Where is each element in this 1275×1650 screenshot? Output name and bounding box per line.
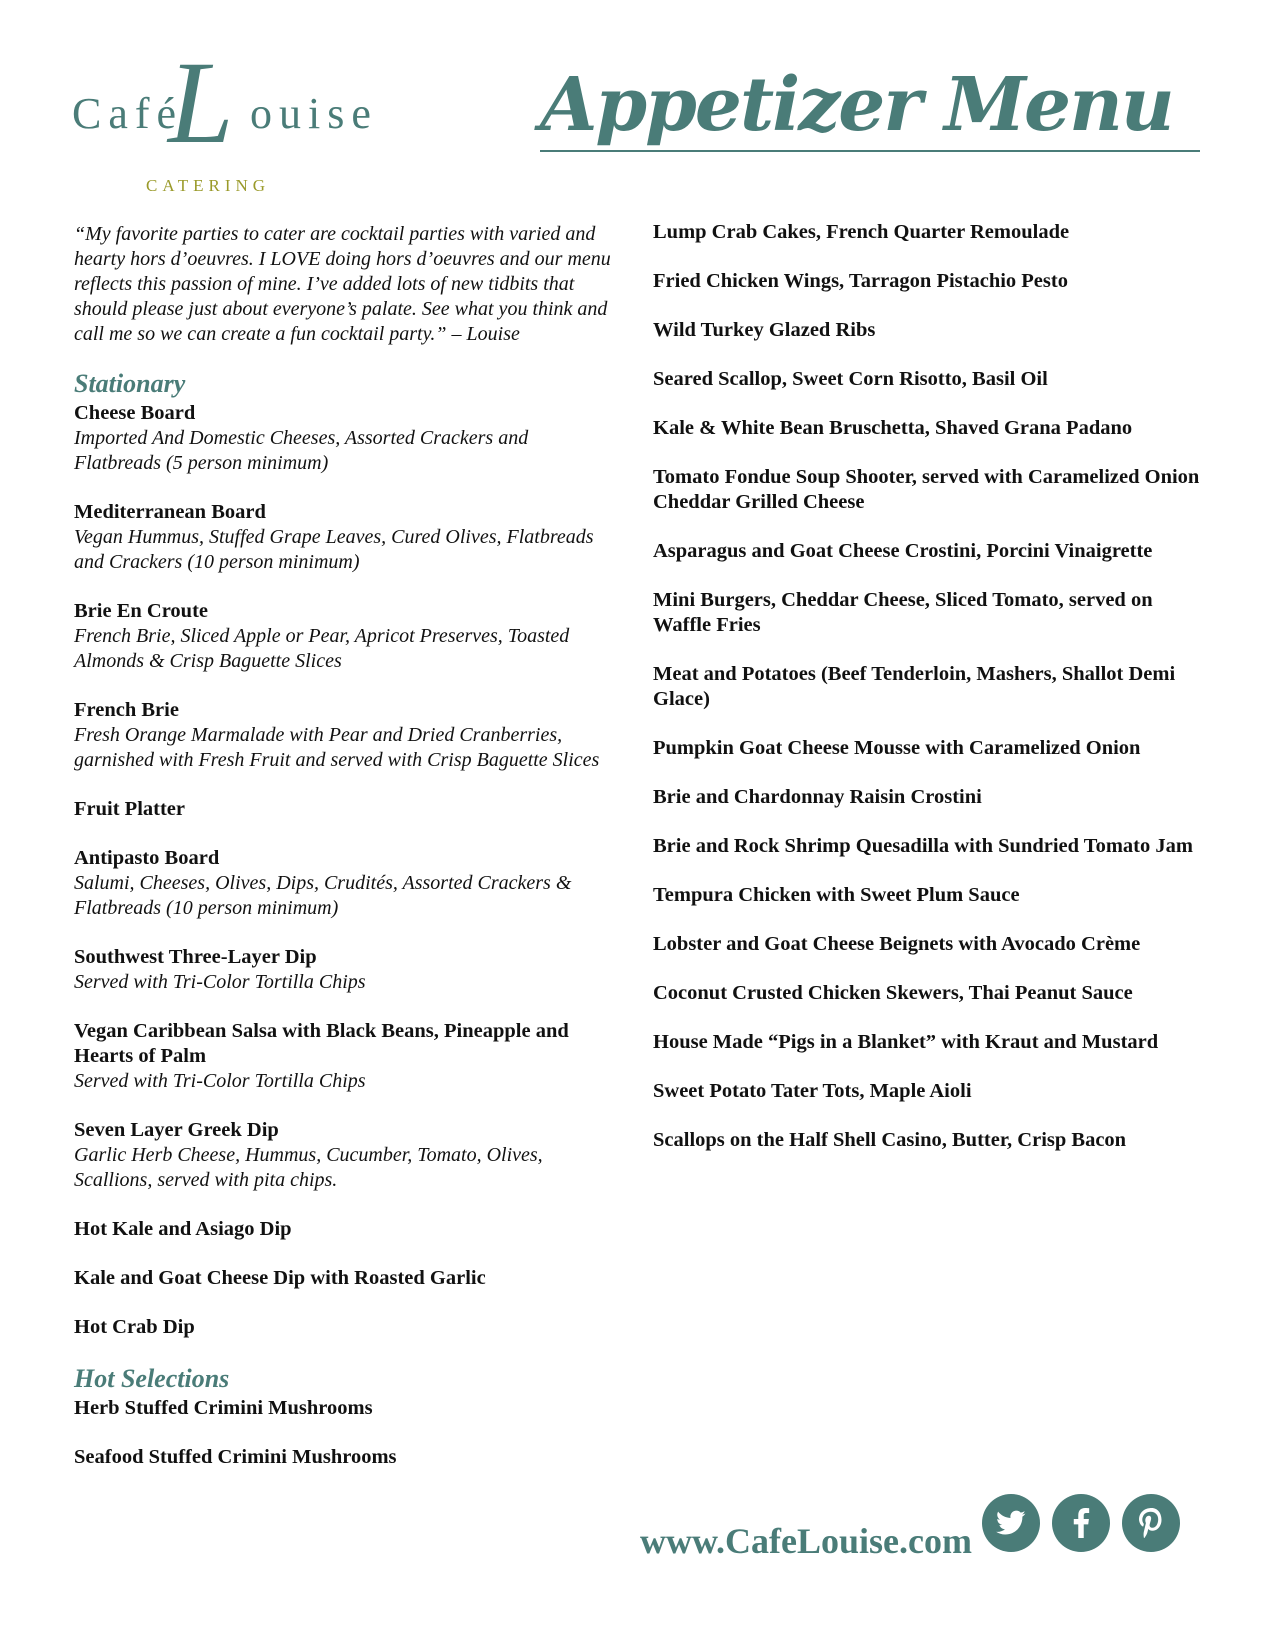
menu-item: Kale & White Bean Bruschetta, Shaved Grana Padano xyxy=(653,417,1133,439)
menu-item-description: Vegan Hummus, Stuffed Grape Leaves, Cured Olives, Flatbreads and Crackers (10 person minimum) xyxy=(74,526,594,573)
logo-word-cafe: Café xyxy=(72,89,184,138)
menu-item-description: Fresh Orange Marmalade with Pear and Dried Cranberries, garnished with Fresh Fruit and served with Crisp Baguette Slices xyxy=(74,724,600,771)
menu-item xyxy=(74,846,614,921)
menu-item xyxy=(74,797,614,822)
menu-item xyxy=(74,401,614,476)
menu-item-description: Served with Tri-Color Tortilla Chips xyxy=(74,1070,366,1092)
website-link[interactable]: www.CafeLouise.com xyxy=(640,1521,972,1561)
intro-quote: “My favorite parties to cater are cocktail parties with varied and hearty hors d’oeuvres. I LOVE doing hors d’oeuvres and our menu reflects this passion of mine. I’ve added lots of new tidbits that should please just about everyone’s palate. See what you think and call me so we can create a fun cocktail party.” – Louise xyxy=(74,223,611,345)
menu-item xyxy=(74,1118,614,1193)
facebook-icon xyxy=(1072,1508,1090,1538)
menu-item-name: Mediterranean Board xyxy=(74,501,266,523)
menu-item: Tempura Chicken with Sweet Plum Sauce xyxy=(653,884,1020,906)
menu-item: Tomato Fondue Soup Shooter, served with Caramelized Onion Cheddar Grilled Cheese xyxy=(653,466,1200,513)
menu-item-name: Brie En Croute xyxy=(74,600,209,622)
menu-item: Pumpkin Goat Cheese Mousse with Caramelized Onion xyxy=(653,737,1141,759)
twitter-icon xyxy=(996,1510,1026,1536)
menu-item-name: Hot Kale and Asiago Dip xyxy=(74,1218,292,1240)
menu-item-name: French Brie xyxy=(74,699,179,721)
menu-item: Meat and Potatoes (Beef Tenderloin, Mashers, Shallot Demi Glace) xyxy=(653,663,1176,710)
menu-item: Mini Burgers, Cheddar Cheese, Sliced Tomato, served on Waffle Fries xyxy=(653,589,1153,636)
menu-item-name: Hot Crab Dip xyxy=(74,1316,195,1338)
menu-item xyxy=(74,1315,614,1340)
menu-item: House Made “Pigs in a Blanket” with Kraut and Mustard xyxy=(653,1031,1159,1053)
menu-item xyxy=(74,1266,614,1291)
pinterest-icon xyxy=(1139,1508,1163,1538)
menu-item-name: Vegan Caribbean Salsa with Black Beans, Pineapple and Hearts of Palm xyxy=(74,1020,569,1067)
page-title: Appetizer Menu xyxy=(540,62,1173,148)
menu-item-name: Fruit Platter xyxy=(74,798,185,820)
menu-item-description: Served with Tri-Color Tortilla Chips xyxy=(74,971,366,993)
menu-item xyxy=(74,698,614,773)
menu-item-name: Seafood Stuffed Crimini Mushrooms xyxy=(74,1446,397,1468)
menu-item: Scallops on the Half Shell Casino, Butter, Crisp Bacon xyxy=(653,1129,1127,1151)
menu-item-name: Southwest Three-Layer Dip xyxy=(74,946,317,968)
menu-item-description: French Brie, Sliced Apple or Pear, Apricot Preserves, Toasted Almonds & Crisp Baguette Slices xyxy=(74,625,570,672)
menu-item: Lump Crab Cakes, French Quarter Remoulade xyxy=(653,221,1070,243)
menu-item-name: Antipasto Board xyxy=(74,847,220,869)
menu-item-name: Kale and Goat Cheese Dip with Roasted Garlic xyxy=(74,1267,486,1289)
section-heading-stationary: Stationary xyxy=(74,369,186,398)
menu-item-name: Herb Stuffed Crimini Mushrooms xyxy=(74,1397,373,1419)
menu-item-description: Imported And Domestic Cheeses, Assorted Crackers and Flatbreads (5 person minimum) xyxy=(74,427,529,474)
pinterest-button[interactable] xyxy=(1122,1494,1180,1552)
menu-item-name: Cheese Board xyxy=(74,402,196,424)
menu-item: Wild Turkey Glazed Ribs xyxy=(653,319,876,341)
logo-word-ouise: ouise xyxy=(250,89,378,138)
menu-item: Brie and Rock Shrimp Quesadilla with Sundried Tomato Jam xyxy=(653,835,1193,857)
menu-item-description: Salumi, Cheeses, Olives, Dips, Crudités, Assorted Crackers & Flatbreads (10 person minimum) xyxy=(74,872,572,919)
title-underline xyxy=(540,150,1200,152)
menu-item-description: Garlic Herb Cheese, Hummus, Cucumber, Tomato, Olives, Scallions, served with pita chips. xyxy=(74,1144,543,1191)
menu-item: Brie and Chardonnay Raisin Crostini xyxy=(653,786,982,808)
menu-item xyxy=(74,1217,614,1242)
menu-item xyxy=(74,945,614,995)
left-column xyxy=(74,222,614,1494)
cafe-louise-logo xyxy=(72,37,378,198)
twitter-button[interactable] xyxy=(982,1494,1040,1552)
right-column xyxy=(653,220,1213,1177)
menu-item xyxy=(74,1019,614,1094)
menu-item: Seared Scallop, Sweet Corn Risotto, Basil Oil xyxy=(653,368,1048,390)
menu-item xyxy=(74,500,614,575)
logo-letter-l: L xyxy=(168,37,234,168)
logo-subtitle: CATERING xyxy=(146,176,271,195)
menu-item: Lobster and Goat Cheese Beignets with Avocado Crème xyxy=(653,933,1141,955)
menu-item: Sweet Potato Tater Tots, Maple Aioli xyxy=(653,1080,972,1102)
menu-item-name: Seven Layer Greek Dip xyxy=(74,1119,279,1141)
menu-item: Asparagus and Goat Cheese Crostini, Porcini Vinaigrette xyxy=(653,540,1153,562)
section-heading-hot-selections: Hot Selections xyxy=(74,1364,230,1393)
menu-item xyxy=(74,599,614,674)
menu-item: Fried Chicken Wings, Tarragon Pistachio Pesto xyxy=(653,270,1068,292)
menu-item xyxy=(74,1396,614,1421)
menu-item xyxy=(74,1445,614,1470)
menu-item: Coconut Crusted Chicken Skewers, Thai Peanut Sauce xyxy=(653,982,1133,1004)
facebook-button[interactable] xyxy=(1052,1494,1110,1552)
